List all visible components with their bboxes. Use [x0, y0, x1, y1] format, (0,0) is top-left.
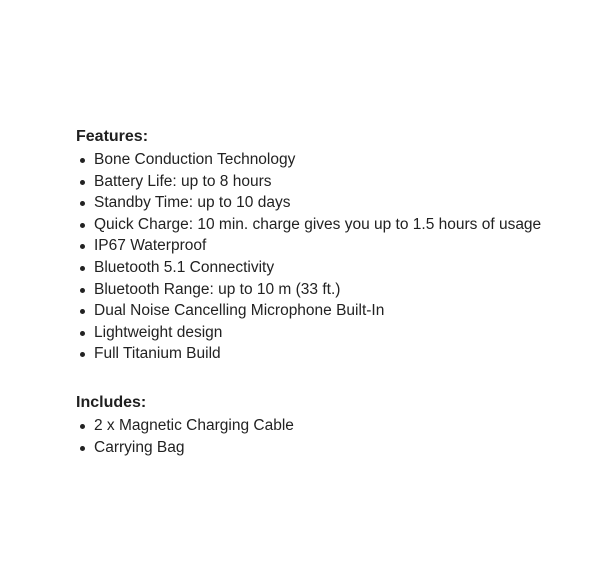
list-item — [76, 437, 586, 459]
bullet-icon — [80, 288, 85, 293]
list-item-text: Bluetooth Range: up to 10 m (33 ft.) — [94, 280, 341, 298]
list-item-text: Bluetooth 5.1 Connectivity — [94, 258, 275, 276]
list-item-text: Quick Charge: 10 min. charge gives you up to 1.5 hours of usage — [94, 215, 542, 233]
list-item-text: Lightweight design — [94, 323, 223, 341]
list-item-text: Dual Noise Cancelling Microphone Built-In — [94, 302, 385, 320]
list-item-text: Carrying Bag — [94, 438, 185, 456]
product-details — [76, 127, 586, 458]
bullet-icon — [80, 331, 85, 336]
section-spacer — [76, 365, 586, 393]
list-item-text: IP67 Waterproof — [94, 237, 207, 255]
bullet-icon — [80, 424, 85, 429]
bullet-icon — [80, 180, 85, 185]
includes-heading: Includes: — [76, 393, 147, 411]
list-item — [76, 343, 586, 365]
list-item — [76, 257, 586, 279]
list-item — [76, 149, 586, 171]
list-item — [76, 322, 586, 344]
list-item — [76, 192, 586, 214]
features-heading: Features: — [76, 128, 149, 145]
bullet-icon — [80, 223, 85, 228]
bullet-icon — [80, 244, 85, 249]
features-list — [76, 149, 586, 365]
bullet-icon — [80, 266, 85, 271]
includes-list — [76, 415, 586, 458]
list-item-text: 2 x Magnetic Charging Cable — [94, 416, 294, 434]
bullet-icon — [80, 158, 85, 163]
list-item — [76, 214, 586, 236]
list-item-text: Battery Life: up to 8 hours — [94, 172, 272, 190]
bullet-icon — [80, 309, 85, 314]
list-item — [76, 300, 586, 322]
list-item-text: Standby Time: up to 10 days — [94, 194, 291, 212]
list-item — [76, 279, 586, 301]
bullet-icon — [80, 201, 85, 206]
list-item — [76, 171, 586, 193]
bullet-icon — [80, 446, 85, 451]
bullet-icon — [80, 352, 85, 357]
list-item — [76, 415, 586, 437]
list-item-text: Full Titanium Build — [94, 345, 221, 363]
list-item — [76, 235, 586, 257]
list-item-text: Bone Conduction Technology — [94, 151, 296, 168]
